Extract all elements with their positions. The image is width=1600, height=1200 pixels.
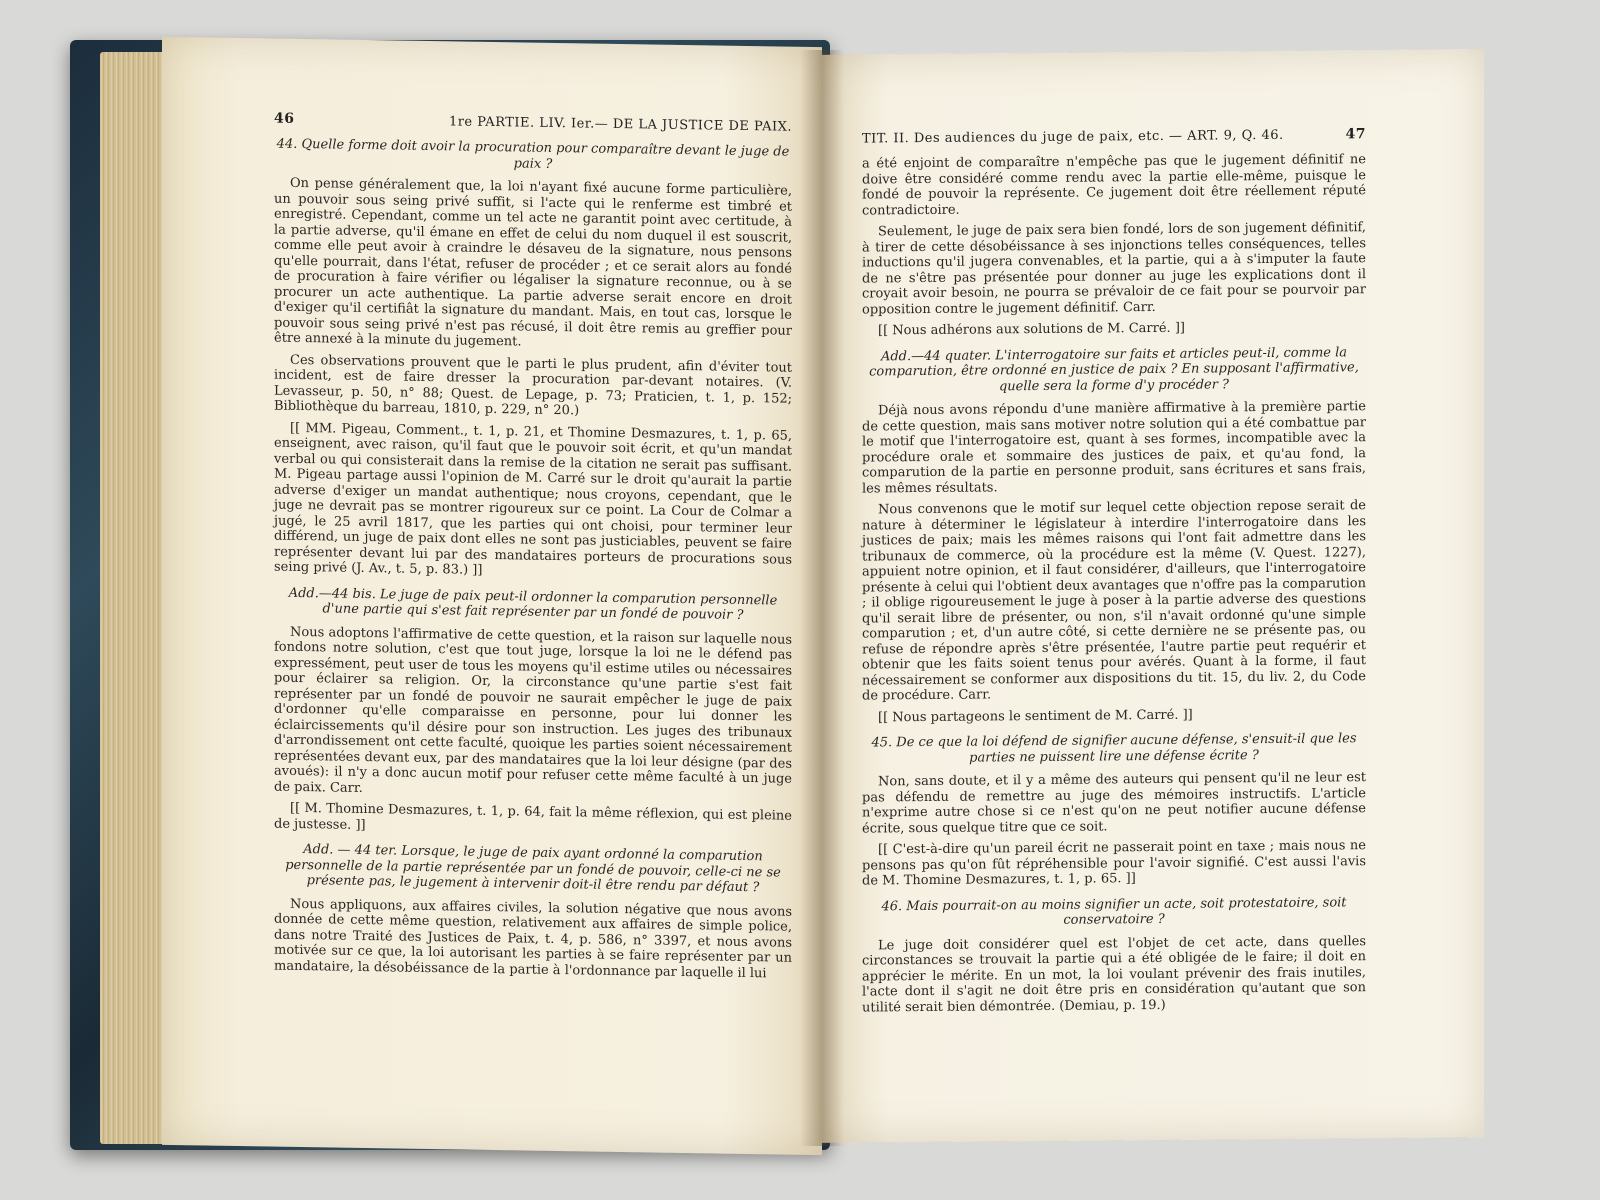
left-page	[162, 37, 822, 1155]
question-44-bis: Add.—44 bis. Le juge de paix peut-il ordonner la comparution personnelle d'une partie qui s'est fait représenter par un fondé de pouvoir ?	[288, 585, 778, 623]
paragraph: Nous adoptons l'affirmative de cette question, et la raison sur laquelle nous fondons notre solution, c'est que tout juge, lorsque la loi ne le défend pas expressément, peut user de tous les moyens qu'il estime utiles ou nécessaires pour éclairer sa religion. Or, la circonstance qu'une partie s'est fait représenter par un fondé de pouvoir ne saurait empêcher le juge de paix d'ordonner qu'elle comparaisse en personne, pour lui donner les éclaircissements qu'il désire pour son instruction. Les juges des tribunaux d'arrondissement ont cette faculté, quoique les parties soient nécessairement représentées devant eux, par des mandataires que la loi leur désigne (par des avoués): il n'y a donc aucun motif pour refuser cette même faculté à un juge de paix. Carr.	[274, 624, 792, 796]
right-page-number: 47	[1345, 126, 1366, 143]
question-44-quater: Add.—44 quater. L'interrogatoire sur faits et articles peut-il, comme la comparution, être ordonné en justice de paix ? En supposant l'affirmative, quelle sera la forme d'y procéder ?	[869, 344, 1359, 394]
paragraph: Déjà nous avons répondu d'une manière affirmative à la première partie de cette question, mais sans motiver notre solution qui a été combattue par le motif que l'interrogatoire est, quant à ses formes, incompatible avec la procédure orale et sommaire des justices de paix, et qu'au fond, la comparution de la partie en personne produit, sans écritures et sans frais, les mêmes résultats.	[862, 399, 1366, 497]
question-46: 46. Mais pourrait-on au moins signifier un acte, soit protestatoire, soit conservatoire ?	[881, 894, 1347, 928]
right-page	[822, 49, 1484, 1143]
paragraph: Nous appliquons, aux affaires civiles, la solution négative que nous avons donnée de cette même question, relativement aux affaires de simple police, dans notre Traité des Justices de Paix, t. 4, p. 586, n° 3397, et nous avons motivée sur ce que, la loi autorisant les parties à se faire représenter par un mandataire, la désobéissance de la partie à l'ordonnance par laquelle il lui	[274, 896, 792, 981]
paragraph: Seulement, le juge de paix sera bien fondé, lors de son jugement définitif, à tirer de cette désobéissance à ses injonctions telles conséquences, telles inductions qu'il jugera convenables, et la partie, qui a à s'imputer la faute de ne s'être pas présentée pour donner au juge les explications dont il croyait avoir besoin, ne pourra se prévaloir de ce fait pour se pourvoir par opposition contre le jugement définitif. Carr.	[862, 220, 1366, 318]
left-page-number: 46	[274, 110, 295, 127]
paragraph: [[ MM. Pigeau, Comment., t. 1, p. 21, et Thomine Desmazures, t. 1, p. 65, enseignent, avec raison, qu'il faut que le pouvoir soit écrit, et qu'un mandat verbal ou qui consisterait dans la remise de la citation ne serait pas suffisant. M. Pigeau partage aussi l'opinion de M. Carré sur le droit qu'aurait la partie adverse d'exiger un mandat authentique; nous croyons, cependant, que le juge ne devrait pas se montrer rigoureux sur ce point. La Cour de Colmar a jugé, le 25 avril 1817, que les parties qui ont choisi, pour terminer leur différend, un juge de paix dont elles ne sont pas justiciables, peuvent se faire représenter devant lui par des mandataires porteurs de procurations sous seing privé (J. Av., t. 5, p. 83.) ]]	[274, 420, 792, 578]
right-header-title: TIT. II. Des audiences du juge de paix, etc. — ART. 9, Q. 46.	[862, 127, 1284, 147]
paragraph: Nous convenons que le motif sur lequel cette objection repose serait de nature à déterminer le législateur à interdire l'interrogatoire dans les justices de paix; mais les mêmes raisons qui l'ont fait admettre dans les tribunaux de commerce, où la procédure est la même (V. Quest. 1227), appuient notre opinion, et il faut considérer, d'ailleurs, que l'interrogatoire présente à celui qui l'obtient deux avantages que n'offre pas la comparution ; il oblige rigoureusement le juge à poser à la partie adverse des questions qu'il serait libre de présenter, ou non, s'il n'avait ordonné qu'une simple comparution ; et, d'un autre côté, si cette dernière ne se présente pas, ou refuse de répondre après s'être présentée, l'autre partie peut requérir et obtenir que les faits soient tenus pour avérés. Quant à la forme, il faut nécessairement se conformer aux dispositions du tit. 15, du liv. 2, du Code de procédure. Carr.	[862, 498, 1366, 704]
paragraph: Non, sans doute, et il y a même des auteurs qui pensent qu'il ne leur est pas défendu de remettre au juge des mémoires instructifs. L'article n'exprime autre chose si ce n'est qu'on ne peut notifier aucune défense écrite, sous quelque titre que ce soit.	[862, 770, 1366, 837]
right-running-head	[862, 126, 1366, 146]
paragraph: [[ Nous partageons le sentiment de M. Carré. ]]	[878, 707, 1193, 725]
left-header-title: 1re PARTIE. LIV. Ier.— DE LA JUSTICE DE PAIX.	[448, 114, 792, 135]
question-44: 44. Quelle forme doit avoir la procuration pour comparaître devant le juge de paix ?	[276, 136, 790, 172]
paragraph: [[ C'est-à-dire qu'un pareil écrit ne passerait point en taxe ; mais nous ne pensons pas qu'on fût répréhensible pour l'avoir signifié. C'est aussi l'avis de M. Thomine Desmazures, t. 1, p. 65. ]]	[862, 838, 1366, 889]
paragraph: On pense généralement que, la loi n'ayant fixé aucune forme particulière, un pouvoir sous seing privé suffit, si l'acte qui le renferme est timbré et enregistré. Cependant, comme un tel acte ne garantit point avec certitude, à la partie adverse, qu'il émane en effet de celui du nom duquel il est souscrit, comme elle peut avoir à craindre le désaveu de la signature, nous pensons qu'elle pourrait, dans l'état, refuser de procéder ; et ce serait alors au fondé de procuration à faire vérifier ou légaliser la signature reconnue, ou à se procurer un acte authentique. La partie adverse serait encore en droit d'exiger qu'il certifiât la signature du mandant. Mais, en tout cas, lorsque le pouvoir sous seing privé n'est pas récusé, il doit être remis au greffier pour être annexé à la minute du jugement.	[274, 175, 792, 350]
paragraph: [[ M. Thomine Desmazures, t. 1, p. 64, fait la même réflexion, qui est pleine de justesse. ]]	[274, 800, 792, 833]
paragraph: Le juge doit considérer quel est l'objet de cet acte, dans quelles circonstances se trouvait la partie qui a été obligée de le faire; il doit en apprécier le mérite. En un mot, la loi voulant prévenir des frais inutiles, l'acte dont il s'agit ne doit être pris en considération qu'autant que son utilité serait bien démontrée. (Demiau, p. 19.)	[862, 933, 1366, 1016]
left-running-head	[274, 111, 792, 135]
question-44-ter: Add. — 44 ter. Lorsque, le juge de paix ayant ordonné la comparution personnelle de la partie représentée par un fondé de pouvoir, celle-ci ne se présente pas, le jugement à intervenir doit-il être rendu par défaut ?	[285, 842, 781, 896]
paragraph: Ces observations prouvent que le parti le plus prudent, afin d'éviter tout incident, est de faire dresser la procuration par-devant notaires. (V. Levasseur, p. 50, n° 88; Quest. de Lepage, p. 73; Praticien, t. 1, p. 152; Bibliothèque du barreau, 1810, p. 229, n° 20.)	[274, 352, 792, 419]
paragraph: a été enjoint de comparaître n'empêche pas que le jugement définitif ne doive être considéré comme rendu avec la partie elle-même, puisque le fondé de pouvoir la représente. Ce jugement doit être réellement réputé contradictoire.	[862, 152, 1366, 219]
paragraph: [[ Nous adhérons aux solutions de M. Carré. ]]	[878, 320, 1185, 339]
question-45: 45. De ce que la loi défend de signifier aucune défense, s'ensuit-il que les parties ne puissent lire une défense écrite ?	[871, 731, 1357, 766]
